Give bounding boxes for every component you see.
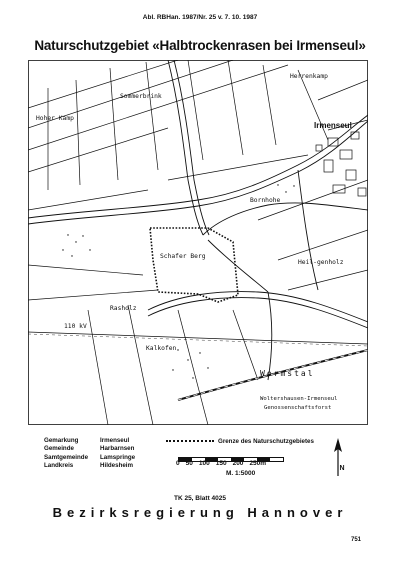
map-frame — [29, 61, 368, 425]
admin-value: Irmenseul — [100, 437, 130, 444]
scale-tick: 150 — [215, 460, 227, 467]
label-irmenseul: Irmenseul — [314, 121, 352, 130]
admin-key: Samtgemeinde — [44, 453, 89, 461]
issuing-authority: Bezirksregierung Hannover — [52, 505, 348, 520]
north-arrow-icon — [330, 438, 346, 478]
administrative-info — [44, 437, 135, 471]
admin-row-samtgemeinde — [44, 454, 135, 462]
admin-value: Lamspringe — [100, 453, 136, 461]
label-woltershausen: Woltershausen-Irmenseul — [260, 396, 338, 402]
scale-ratio: M. 1:5000 — [226, 470, 256, 477]
admin-key: Gemeinde — [44, 445, 74, 453]
admin-row-gemeinde — [44, 445, 135, 453]
map-title: Naturschutzgebiet «Halbtrockenrasen bei Irmenseul» — [34, 38, 366, 53]
topographic-sheet: TK 25, Blatt 4025 — [173, 495, 227, 502]
publication-reference: Abl. RBHan. 1987/Nr. 25 v. 7. 10. 1987 — [142, 14, 258, 21]
roads — [28, 60, 368, 380]
admin-value: Hildesheim — [100, 462, 134, 470]
village-blocks — [316, 132, 366, 196]
label-wormstal: Wormstal — [260, 369, 315, 378]
admin-key: Gemarkung — [44, 437, 79, 444]
label-schafer-berg: Schafer Berg — [160, 253, 206, 260]
north-label: N — [339, 465, 345, 472]
legend-boundary-label: Grenze des Naturschutzgebietes — [218, 438, 314, 445]
scale-tick: 250m — [249, 460, 267, 467]
label-hoher-kamp: Hoher Kamp — [36, 115, 74, 122]
scale-tick: 0 — [176, 460, 180, 467]
label-110kv: 110 kV — [64, 323, 87, 330]
boundary-symbol — [166, 440, 214, 442]
label-rasholz: Rasholz — [110, 305, 137, 312]
admin-row-landkreis — [44, 462, 135, 470]
legend-boundary — [166, 438, 314, 445]
scale-tick: 100 — [198, 460, 210, 467]
power-line — [28, 332, 368, 346]
label-sommerbrink: Sommerbrink — [120, 93, 162, 100]
admin-value: Harbarnsen — [100, 445, 135, 453]
admin-row-gemarkung — [44, 437, 135, 445]
label-kalkofen: Kalkofen — [146, 345, 177, 352]
scale-ticks — [176, 460, 316, 467]
label-genossenschaftsforst: Genossenschaftsforst — [264, 405, 332, 411]
map-svg — [28, 60, 368, 425]
map-area — [28, 60, 368, 425]
label-herrenkamp: Herrenkamp — [290, 73, 328, 80]
parcel-lines — [28, 60, 368, 425]
reserve-boundary — [150, 228, 238, 302]
admin-key: Landkreis — [44, 462, 74, 470]
forest-stipple — [62, 184, 294, 378]
scale-tick: 200 — [232, 460, 244, 467]
scale-tick: 50 — [185, 460, 193, 467]
page-number: 751 — [351, 537, 362, 543]
label-heilgenholz: Heil-genholz — [298, 259, 344, 266]
label-bornhohe: Bornhohe — [250, 197, 281, 204]
